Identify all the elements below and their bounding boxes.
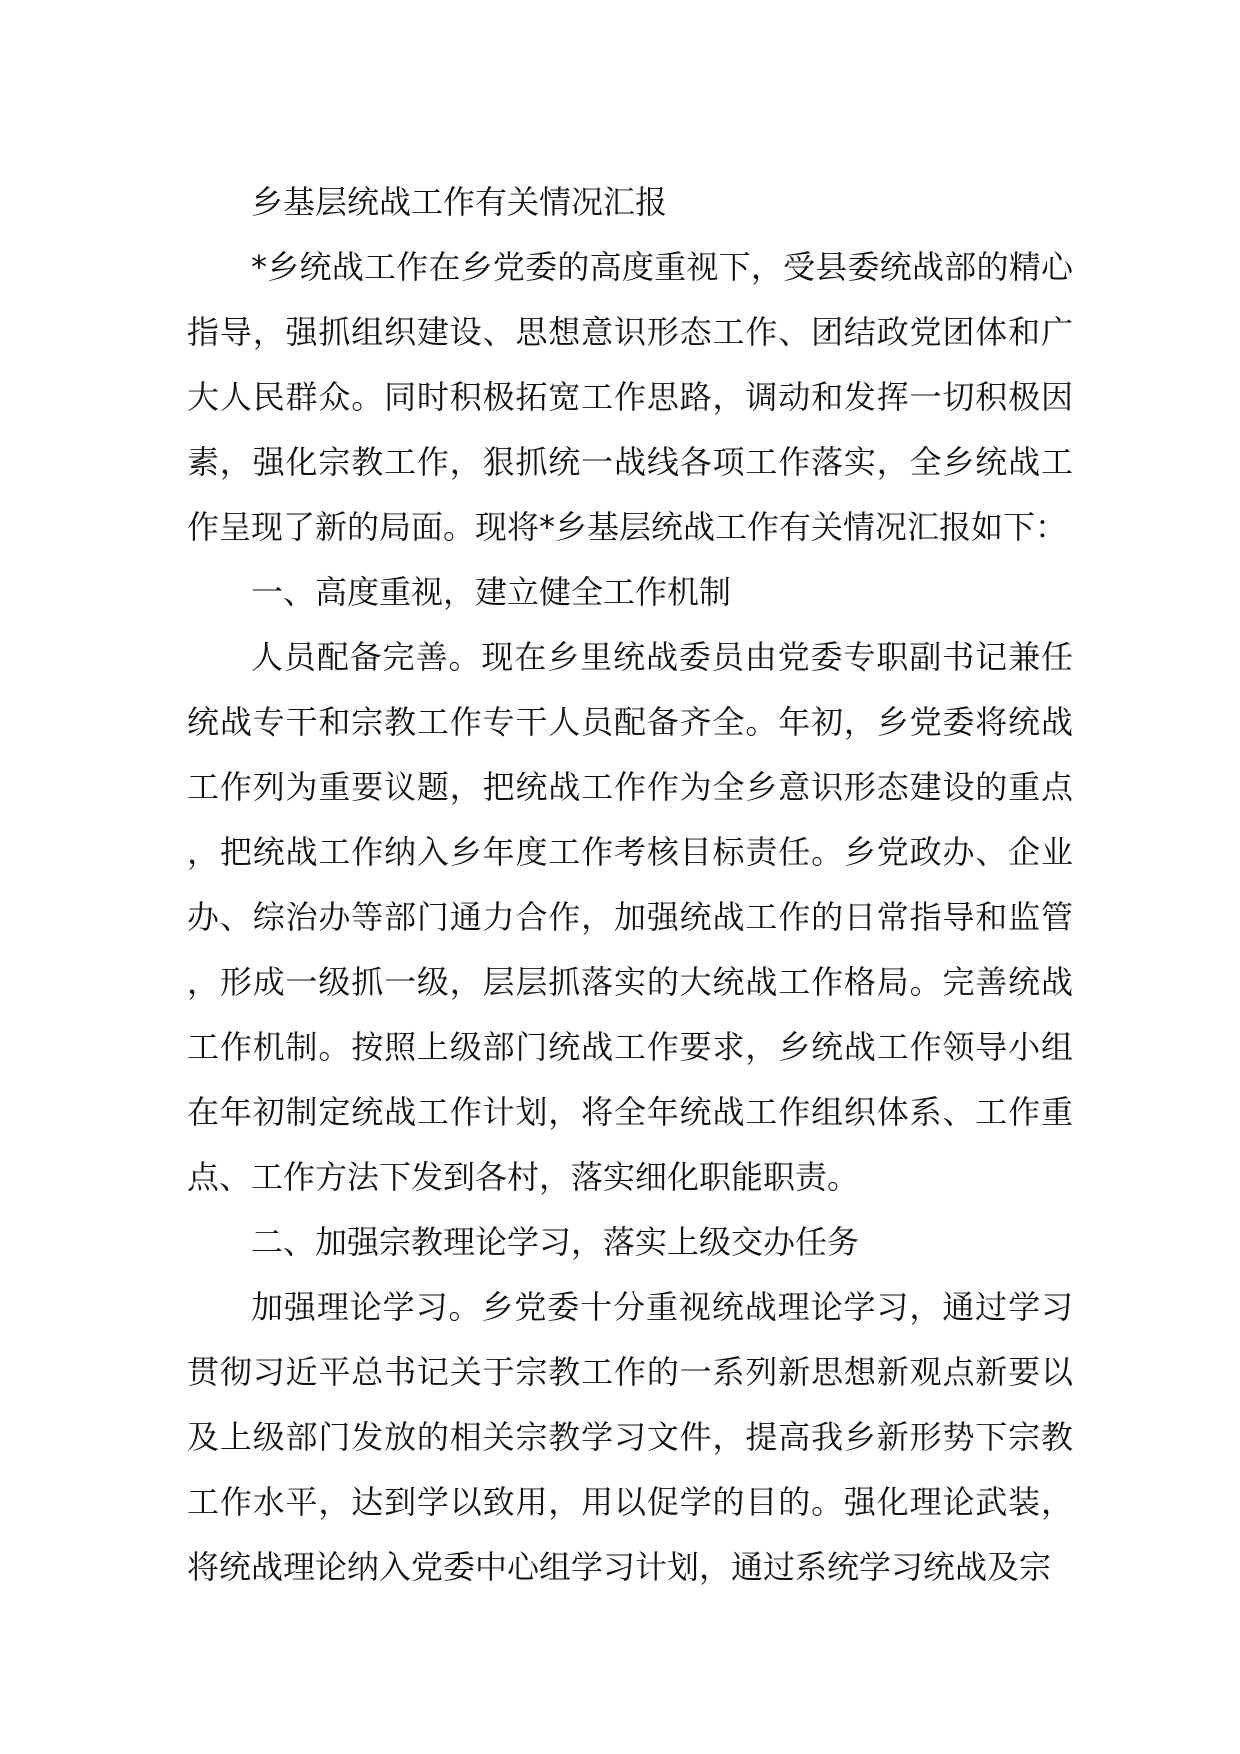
section-heading-2: 二、加强宗教理论学习，落实上级交办任务 xyxy=(251,1223,860,1261)
section-2-paragraph: 加强理论学习。乡党委十分重视统战理论学习，通过学习贯彻习近平总书记关于宗教工作的一系列新思想新观点新要以及上级部门发放的相关宗教学习文件，提高我乡新形势下宗教工作水平，达到学以致用，用以促学的目的。强化理论武装，将统战理论纳入党委中心组学习计划，通过系统学习统战及宗 xyxy=(187,1288,1073,1586)
section-1-paragraph: 人员配备完善。现在乡里统战委员由党委专职副书记兼任统战专干和宗教工作专干人员配备齐全。年初，乡党委将统战工作列为重要议题，把统战工作作为全乡意识形态建设的重点，把统战工作纳入乡年度工作考核目标责任。乡党政办、企业办、综治办等部门通力合作，加强统战工作的日常指导和监管，形成一级抓一级，层层抓落实的大统战工作格局。完善统战工作机制。按照上级部门统战工作要求，乡统战工作领导小组在年初制定统战工作计划，将全年统战工作组织体系、工作重点、工作方法下发到各村，落实细化职能职责。 xyxy=(187,638,1073,1196)
section-heading-1: 一、高度重视，建立健全工作机制 xyxy=(251,573,732,611)
intro-paragraph: *乡统战工作在乡党委的高度重视下，受县委统战部的精心指导，强抓组织建设、思想意识形态工作、团结政党团体和广大人民群众。同时积极拓宽工作思路，调动和发挥一切积极因素，强化宗教工作，狠抓统一战线各项工作落实，全乡统战工作呈现了新的局面。现将*乡基层统战工作有关情况汇报如下： xyxy=(187,248,1073,546)
document-title: 乡基层统战工作有关情况汇报 xyxy=(251,183,668,221)
document-body xyxy=(187,170,1073,1600)
